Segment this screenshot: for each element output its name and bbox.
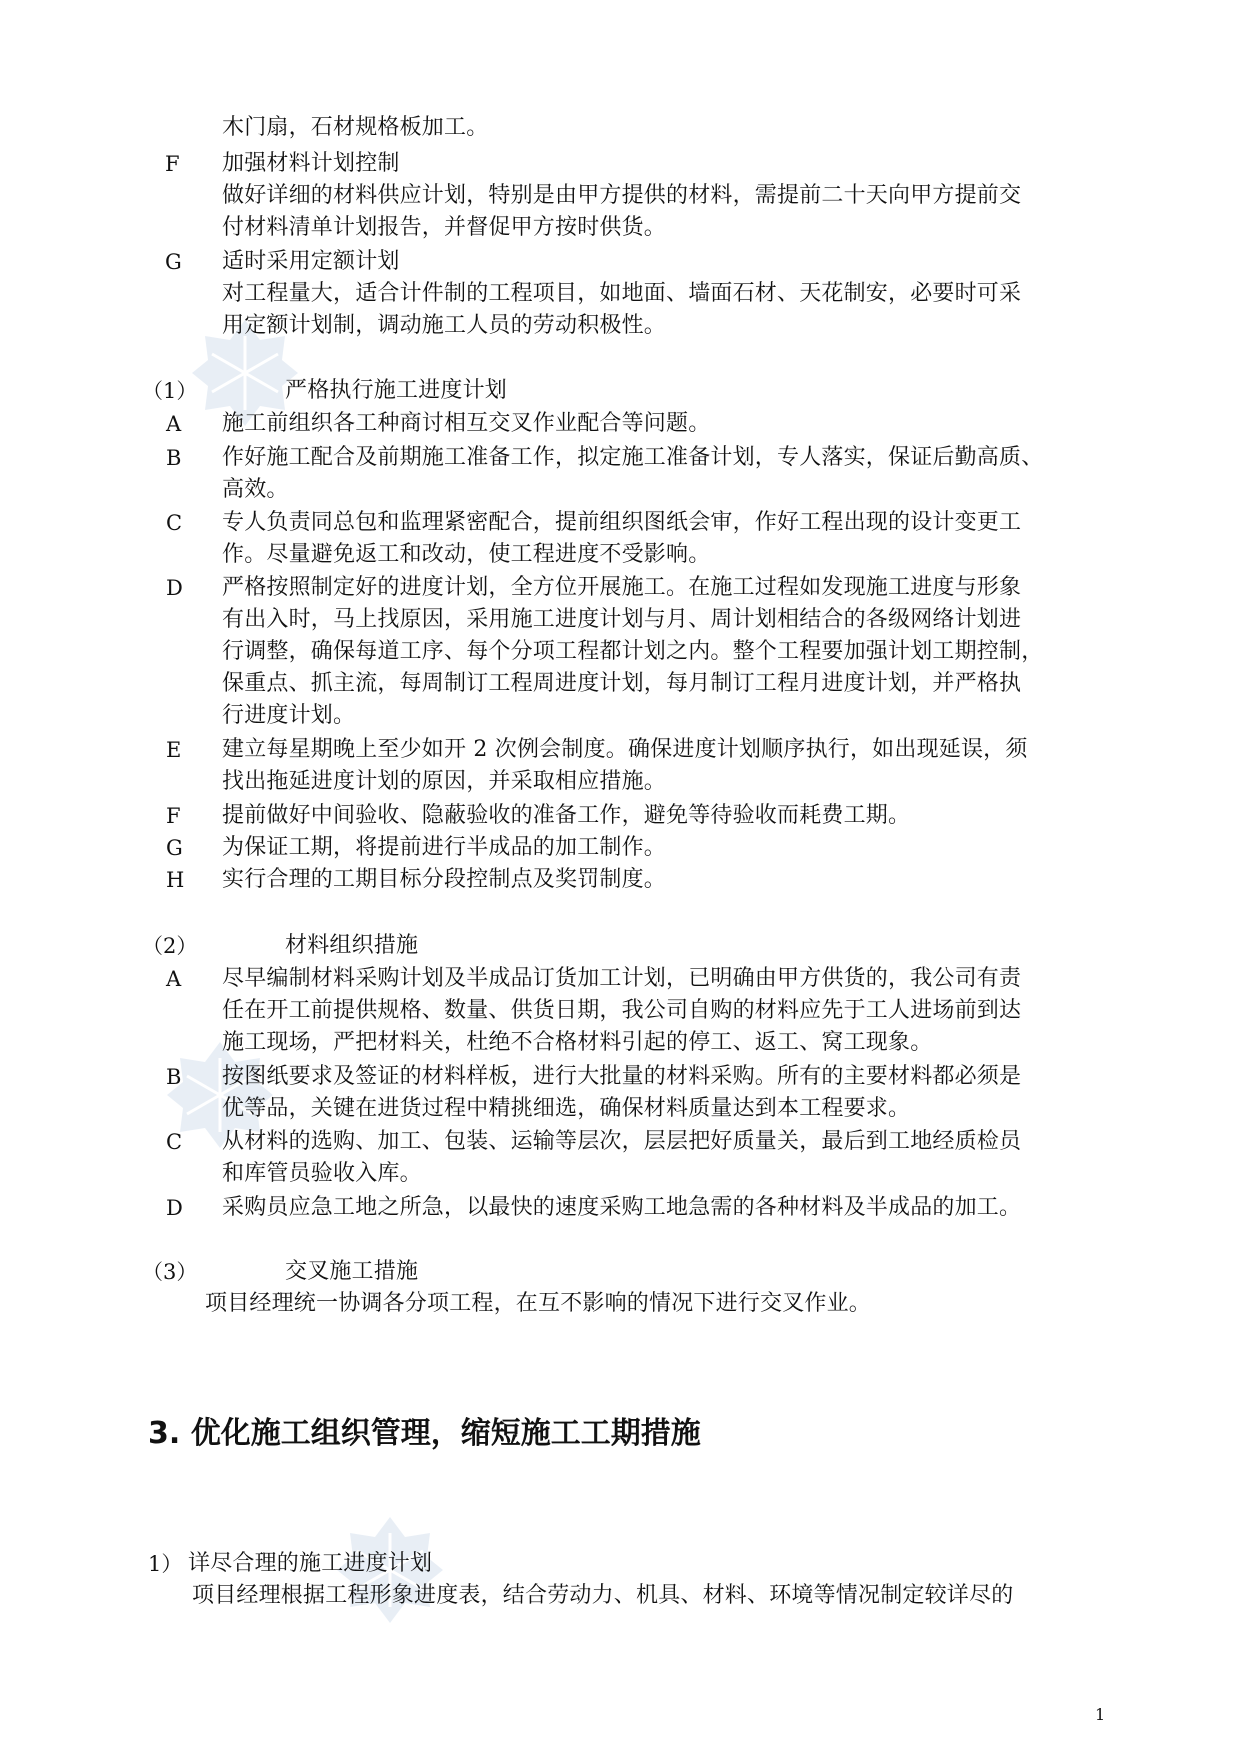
list-marker: H [166,868,185,892]
list-marker: D [166,576,183,600]
list-item-line: 严格按照制定好的进度计划，全方位开展施工。在施工过程如发现施工进度与形象 [222,575,1022,600]
section-heading: 3. 优化施工组织管理，缩短施工工期措施 [148,1416,701,1451]
list-marker: C [166,1130,183,1154]
list-marker: B [166,1065,182,1089]
list-item-line: 行进度计划。 [222,703,356,728]
list-item-line: 高效。 [222,477,289,502]
list-item-line: 和库管员验收入库。 [222,1161,422,1186]
section-title: 详尽合理的施工进度计划 [188,1551,433,1576]
section-title: 材料组织措施 [285,933,419,958]
list-item-line: 找出拖延进度计划的原因，并采取相应措施。 [222,769,667,794]
list-marker: G [165,250,182,274]
list-item-line: 施工前组织各工种商讨相互交叉作业配合等问题。 [222,411,711,436]
continued-text: 木门扇，石材规格板加工。 [222,115,489,140]
section-title: 交叉施工措施 [285,1259,419,1284]
section-number: （1） [142,379,198,403]
list-item-line: 从材料的选购、加工、包装、运输等层次，层层把好质量关，最后到工地经质检员 [222,1129,1022,1154]
paragraph-line: 用定额计划制，调动施工人员的劳动积极性。 [222,313,667,338]
list-marker: A [166,967,182,991]
list-item-line: 行调整，确保每道工序、每个分项工程都计划之内。整个工程要加强计划工期控制， [222,639,1044,664]
list-item-line: 专人负责同总包和监理紧密配合，提前组织图纸会审，作好工程出现的设计变更工 [222,510,1022,535]
list-marker: E [166,738,182,762]
list-item-line: 建立每星期晚上至少如开 2 次例会制度。确保进度计划顺序执行，如出现延误，须 [222,737,1028,762]
paragraph-line: 对工程量大，适合计件制的工程项目，如地面、墙面石材、天花制安，必要时可采 [222,281,1022,306]
list-marker: F [166,804,181,828]
list-item-line: 施工现场，严把材料关，杜绝不合格材料引起的停工、返工、窝工现象。 [222,1030,933,1055]
list-item-line: 实行合理的工期目标分段控制点及奖罚制度。 [222,867,667,892]
list-item-line: 采购员应急工地之所急，以最快的速度采购工地急需的各种材料及半成品的加工。 [222,1195,1022,1220]
paragraph-line: 项目经理统一协调各分项工程，在互不影响的情况下进行交叉作业。 [205,1291,872,1316]
section-number: （2） [142,934,198,958]
list-item-line: 任在开工前提供规格、数量、供货日期，我公司自购的材料应先于工人进场前到达 [222,998,1022,1023]
list-item-line: 优等品，关键在进货过程中精挑细选，确保材料质量达到本工程要求。 [222,1096,911,1121]
paragraph-line: 项目经理根据工程形象进度表，结合劳动力、机具、材料、环境等情况制定较详尽的 [192,1583,1014,1608]
section-number: 1） [148,1552,183,1576]
list-marker: B [166,446,182,470]
list-marker: G [166,836,183,860]
list-item-line: 作。尽量避免返工和改动，使工程进度不受影响。 [222,542,711,567]
section-title: 严格执行施工进度计划 [285,378,508,403]
list-item-line: 提前做好中间验收、隐蔽验收的准备工作，避免等待验收而耗费工期。 [222,803,911,828]
paragraph-line: 做好详细的材料供应计划，特别是由甲方提供的材料，需提前二十天向甲方提前交 [222,183,1022,208]
paragraph-line: 付材料清单计划报告，并督促甲方按时供货。 [222,215,667,240]
list-item-title: 适时采用定额计划 [222,249,400,274]
list-item-line: 尽早编制材料采购计划及半成品订货加工计划，已明确由甲方供货的，我公司有责 [222,966,1022,991]
list-item-line: 有出入时，马上找原因，采用施工进度计划与月、周计划相结合的各级网络计划进 [222,607,1022,632]
section-number: （3） [142,1260,198,1284]
list-item-line: 保重点、抓主流，每周制订工程周进度计划，每月制订工程月进度计划，并严格执 [222,671,1022,696]
list-item-title: 加强材料计划控制 [222,151,400,176]
list-marker: C [166,511,183,535]
list-marker: D [166,1196,183,1220]
page-number: 1 [1095,1705,1106,1724]
list-marker: A [166,412,182,436]
list-item-line: 为保证工期，将提前进行半成品的加工制作。 [222,835,667,860]
list-item-line: 作好施工配合及前期施工准备工作，拟定施工准备计划，专人落实，保证后勤高质、 [222,445,1044,470]
list-marker: F [165,152,180,176]
list-item-line: 按图纸要求及签证的材料样板，进行大批量的材料采购。所有的主要材料都必须是 [222,1064,1022,1089]
